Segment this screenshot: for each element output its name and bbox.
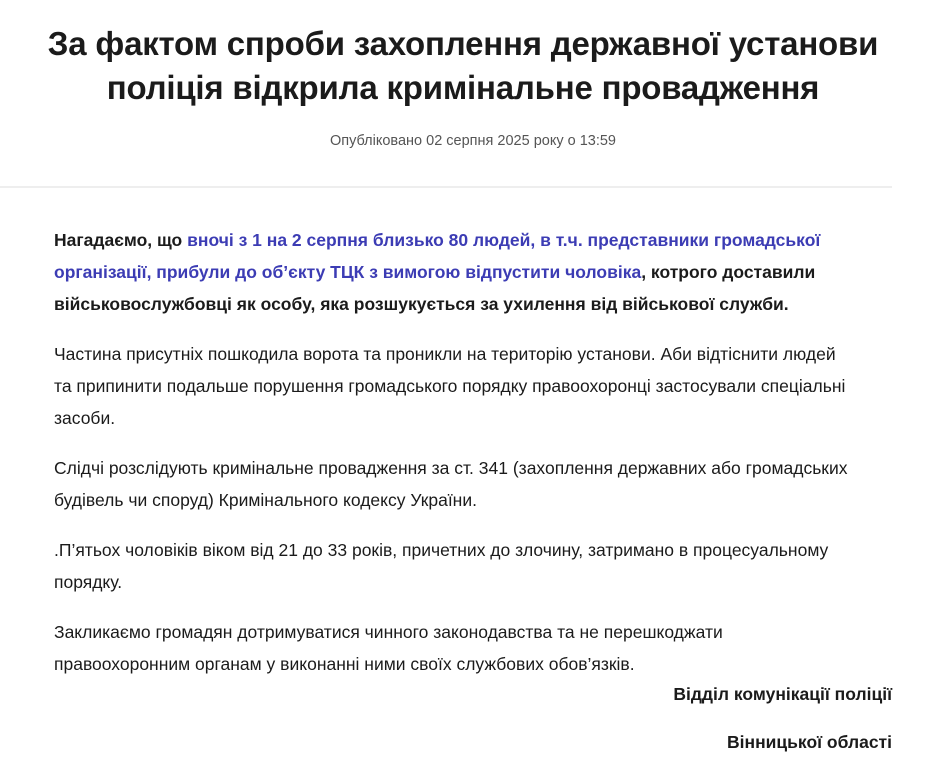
article-title [0, 22, 926, 110]
title-line-1: За фактом спроби захоплення державної установи [47, 25, 879, 62]
lead-paragraph [54, 224, 854, 320]
paragraph: Частина присутніх пошкодила ворота та проникли на територію установи. Аби відтіснити людей та припинити подальше порушення громадського порядку правоохоронці застосували спеціальні засоби. [54, 344, 846, 428]
signature-region: Вінницької області [727, 732, 892, 752]
paragraph: Слідчі розслідують кримінальне провадження за ст. 341 (захоплення державних або громадських будівель чи споруд) Кримінального кодексу України. [54, 458, 848, 510]
paragraph: Закликаємо громадян дотримуватися чинного законодавства та не перешкоджати правоохоронним органам у виконанні ними своїх службових обов’язків. [54, 622, 723, 674]
lead-prefix: Нагадаємо, що [54, 230, 188, 250]
article-body [54, 224, 854, 698]
lead-suffix: , котрого доставили військовослужбовці як особу, яка розшукується за ухилення від військової служби. [54, 262, 816, 314]
signature-department: Відділ комунікації поліції [673, 684, 892, 704]
divider [0, 186, 892, 188]
published-date: Опубліковано 02 серпня 2025 року о 13:59 [329, 133, 616, 149]
paragraph: .П’ятьох чоловіків віком від 21 до 33 років, причетних до злочину, затримано в процесуальному порядку. [54, 540, 829, 592]
title-line-2: поліція відкрила кримінальне провадження [106, 69, 820, 106]
related-news-link[interactable]: вночі з 1 на 2 серпня близько 80 людей, в т.ч. представники громадської організації, прибули до об’єкту ТЦК з вимогою відпустити чоловіка [54, 230, 821, 282]
